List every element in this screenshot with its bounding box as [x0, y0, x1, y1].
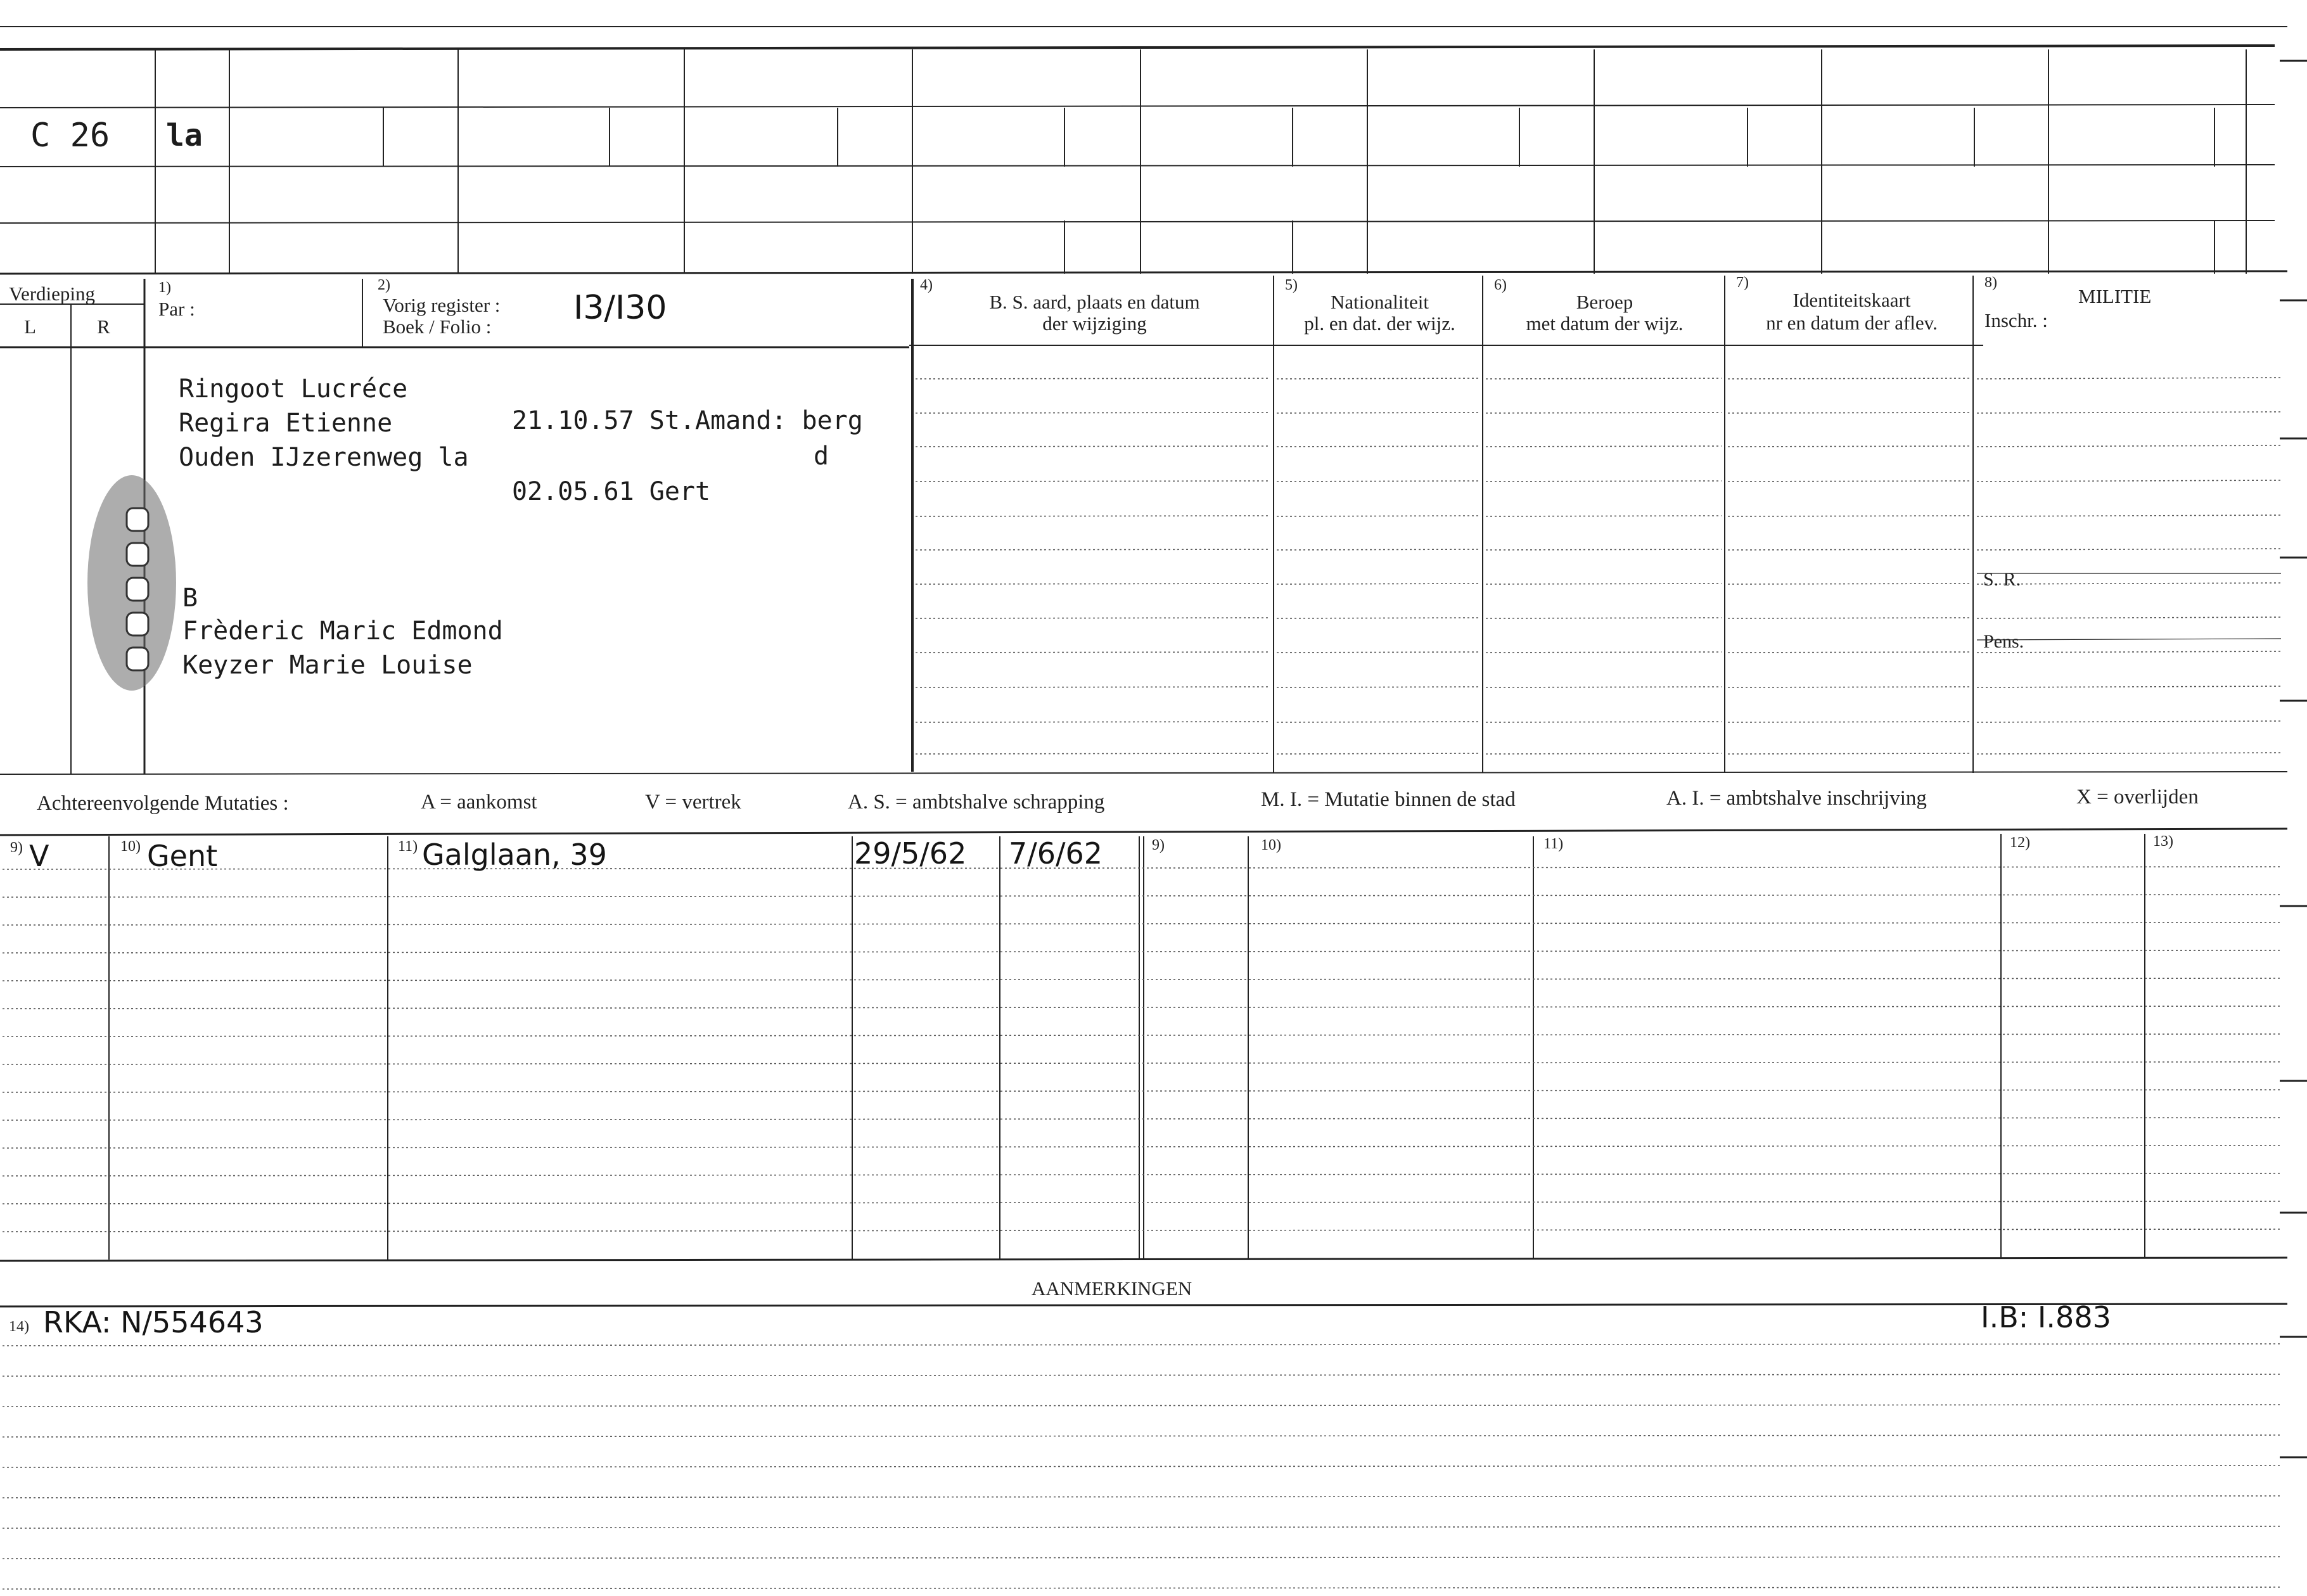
legend-vertrek: V = vertrek	[645, 791, 741, 814]
remarks-dotted-row	[3, 1587, 2281, 1589]
top-block-border	[0, 46, 2275, 49]
remarks-ib: I.B: I.883	[1981, 1300, 2111, 1334]
remarks-top-border	[0, 1304, 2287, 1306]
identiteitskaart-header	[1730, 289, 1974, 335]
mut-num-10-a: 10)	[120, 838, 141, 855]
header-top-border	[0, 271, 2287, 274]
mutation-dotted-row	[3, 1062, 2281, 1064]
mutation-dotted-row	[3, 895, 2281, 897]
mutation-city: Gent	[147, 839, 218, 873]
mutation-date1: 29/5/62	[854, 836, 967, 871]
par-label: Par :	[158, 298, 195, 320]
mut-num-9-a: 9)	[10, 839, 23, 856]
par-number: 1)	[158, 279, 171, 296]
dotted-row	[1977, 445, 2281, 447]
card-subcode: la	[166, 118, 203, 153]
person-d: d	[814, 442, 829, 471]
dotted-row	[1728, 378, 1970, 379]
nationaliteit-header	[1277, 291, 1483, 335]
remarks-title: AANMERKINGEN	[1032, 1277, 1192, 1299]
person-firstnames: Regira Etienne	[179, 409, 393, 438]
mutation-dotted-row	[3, 1090, 2281, 1092]
dotted-row	[1277, 412, 1479, 413]
remarks-number: 14)	[9, 1318, 29, 1335]
dotted-row	[916, 753, 1270, 754]
legend-title: Achtereenvolgende Mutaties :	[37, 792, 289, 815]
remarks-dotted-row	[3, 1465, 2281, 1467]
person-name: Ringoot Lucréce	[179, 374, 408, 404]
bs-header-line1: B. S. aard, plaats en datum	[989, 291, 1200, 313]
stamp-hole	[127, 613, 148, 635]
dotted-row	[916, 652, 1270, 653]
legend-mutatie-stad: M. I. = Mutatie binnen de stad	[1261, 788, 1516, 811]
verdieping-l: L	[24, 316, 36, 338]
dotted-row	[916, 549, 1270, 550]
person-mother: Keyzer Marie Louise	[182, 651, 473, 680]
bs-number: 4)	[920, 277, 933, 293]
dotted-row	[1277, 753, 1479, 754]
mutation-dotted-row	[3, 1118, 2281, 1120]
id-number: 7)	[1736, 274, 1749, 291]
mutation-dotted-row	[3, 1229, 2281, 1232]
remarks-dotted-row	[3, 1526, 2281, 1528]
dotted-row	[916, 446, 1270, 447]
boek-folio-label: Boek / Folio :	[383, 316, 492, 338]
legend-overlijden: X = overlijden	[2076, 786, 2199, 808]
person-b: B	[182, 584, 198, 613]
remarks-dotted-row	[3, 1435, 2281, 1437]
top-row-line	[0, 165, 2275, 167]
mutation-dotted-row	[3, 867, 2281, 869]
mut-num-9-b: 9)	[1152, 837, 1165, 853]
remarks-dotted-row	[3, 1557, 2281, 1559]
mut-num-11-a: 11)	[398, 838, 418, 855]
beroep-number: 6)	[1494, 277, 1507, 293]
beroep-header-line1: Beroep	[1576, 291, 1633, 313]
person-father: Frèderic Maric Edmond	[182, 616, 503, 646]
mut-num-11-b: 11)	[1543, 836, 1564, 852]
mutation-date2: 7/6/62	[1009, 836, 1103, 871]
person-date2: 02.05.61 Gert	[512, 477, 711, 506]
pens-label: Pens.	[1983, 631, 2024, 652]
mutation-dotted-row	[3, 978, 2281, 981]
id-header-line1: Identiteitskaart	[1793, 289, 1911, 311]
nat-number: 5)	[1285, 277, 1298, 293]
dotted-row	[1728, 446, 1970, 447]
mutation-dotted-row	[3, 1201, 2281, 1204]
remarks-dotted-row	[3, 1344, 2281, 1346]
dotted-row	[1277, 481, 1479, 482]
section-bottom-border	[0, 772, 2287, 774]
mut-num-12: 12)	[2010, 834, 2030, 851]
dotted-row	[1486, 549, 1722, 550]
dotted-row	[1728, 412, 1970, 413]
mutation-dotted-row	[3, 1034, 2281, 1037]
beroep-header	[1486, 291, 1723, 335]
dotted-row	[1977, 480, 2281, 482]
mutation-type: V	[29, 839, 49, 873]
dotted-row	[1977, 753, 2281, 754]
dotted-row	[1728, 549, 1970, 550]
vorig-number: 2)	[378, 277, 390, 293]
dotted-row	[1486, 753, 1722, 754]
remarks-rka: RKA: N/554643	[43, 1305, 264, 1339]
dotted-row	[1977, 515, 2281, 516]
card-code: C 26	[30, 117, 110, 155]
vorig-register-value: I3/I30	[573, 289, 667, 327]
top-row-line	[0, 220, 2275, 223]
dotted-row	[1728, 753, 1970, 754]
perforation-stamp	[87, 475, 176, 691]
sr-label: S. R.	[1983, 569, 2021, 590]
dotted-row	[916, 378, 1270, 379]
legend-aankomst: A = aankomst	[421, 791, 537, 814]
dotted-row	[916, 481, 1270, 482]
legend-ambtshalve-inschrijving: A. I. = ambtshalve inschrijving	[1666, 787, 1927, 810]
dotted-row	[1977, 549, 2281, 550]
remarks-dotted-row	[3, 1496, 2281, 1498]
mutation-dotted-row	[3, 922, 2281, 925]
mutation-top-border	[0, 829, 2287, 835]
militie-number: 8)	[1984, 274, 1997, 291]
mut-num-13: 13)	[2153, 833, 2173, 850]
inschr-label: Inschr. :	[1984, 309, 2048, 331]
dotted-row	[1728, 652, 1970, 653]
dotted-row	[1486, 378, 1722, 379]
dotted-row	[916, 412, 1270, 413]
mutation-dotted-row	[3, 1006, 2281, 1009]
mutation-dotted-row	[3, 1173, 2281, 1176]
verdieping-label: Verdieping	[9, 283, 96, 305]
remarks-dotted-row	[3, 1405, 2281, 1407]
bs-header-line2: der wijziging	[1042, 312, 1147, 335]
vorig-register-label: Vorig register :	[383, 294, 501, 316]
id-header-line2: nr en datum der aflev.	[1766, 312, 1938, 334]
militie-header: MILITIE	[2078, 285, 2152, 307]
person-address: Ouden IJzerenweg la	[179, 443, 469, 472]
mutation-address: Galglaan, 39	[422, 838, 607, 872]
dotted-row	[1486, 652, 1722, 653]
dotted-row	[1977, 583, 2281, 584]
dotted-row	[1977, 686, 2281, 687]
mutation-dotted-row	[3, 950, 2281, 953]
stamp-hole	[127, 543, 148, 566]
dotted-row	[1977, 721, 2281, 722]
verdieping-r: R	[97, 316, 110, 338]
dotted-row	[1486, 481, 1722, 482]
dotted-row	[1277, 652, 1479, 653]
dotted-row	[1277, 378, 1479, 379]
nat-header-line1: Nationaliteit	[1331, 291, 1429, 313]
legend-ambtshalve-schrapping: A. S. = ambtshalve schrapping	[848, 791, 1105, 814]
dotted-row	[1486, 412, 1722, 413]
stamp-hole	[127, 508, 148, 531]
dotted-row	[1728, 481, 1970, 482]
dotted-row	[1486, 446, 1722, 447]
bs-header	[916, 291, 1274, 335]
dotted-row	[1277, 446, 1479, 447]
mut-num-10-b: 10)	[1261, 837, 1281, 853]
stamp-hole	[127, 578, 148, 601]
top-row-line	[0, 105, 2275, 108]
person-birth: 21.10.57 St.Amand: berg	[512, 406, 863, 435]
dotted-row	[1977, 378, 2281, 379]
dotted-row	[1977, 412, 2281, 413]
stamp-hole	[127, 648, 148, 670]
remarks-dotted-row	[3, 1374, 2281, 1376]
mutation-dotted-row	[3, 1146, 2281, 1148]
dotted-row	[1277, 549, 1479, 550]
beroep-header-line2: met datum der wijz.	[1526, 312, 1684, 335]
dotted-row	[1977, 617, 2281, 618]
nat-header-line2: pl. en dat. der wijz.	[1304, 312, 1455, 335]
